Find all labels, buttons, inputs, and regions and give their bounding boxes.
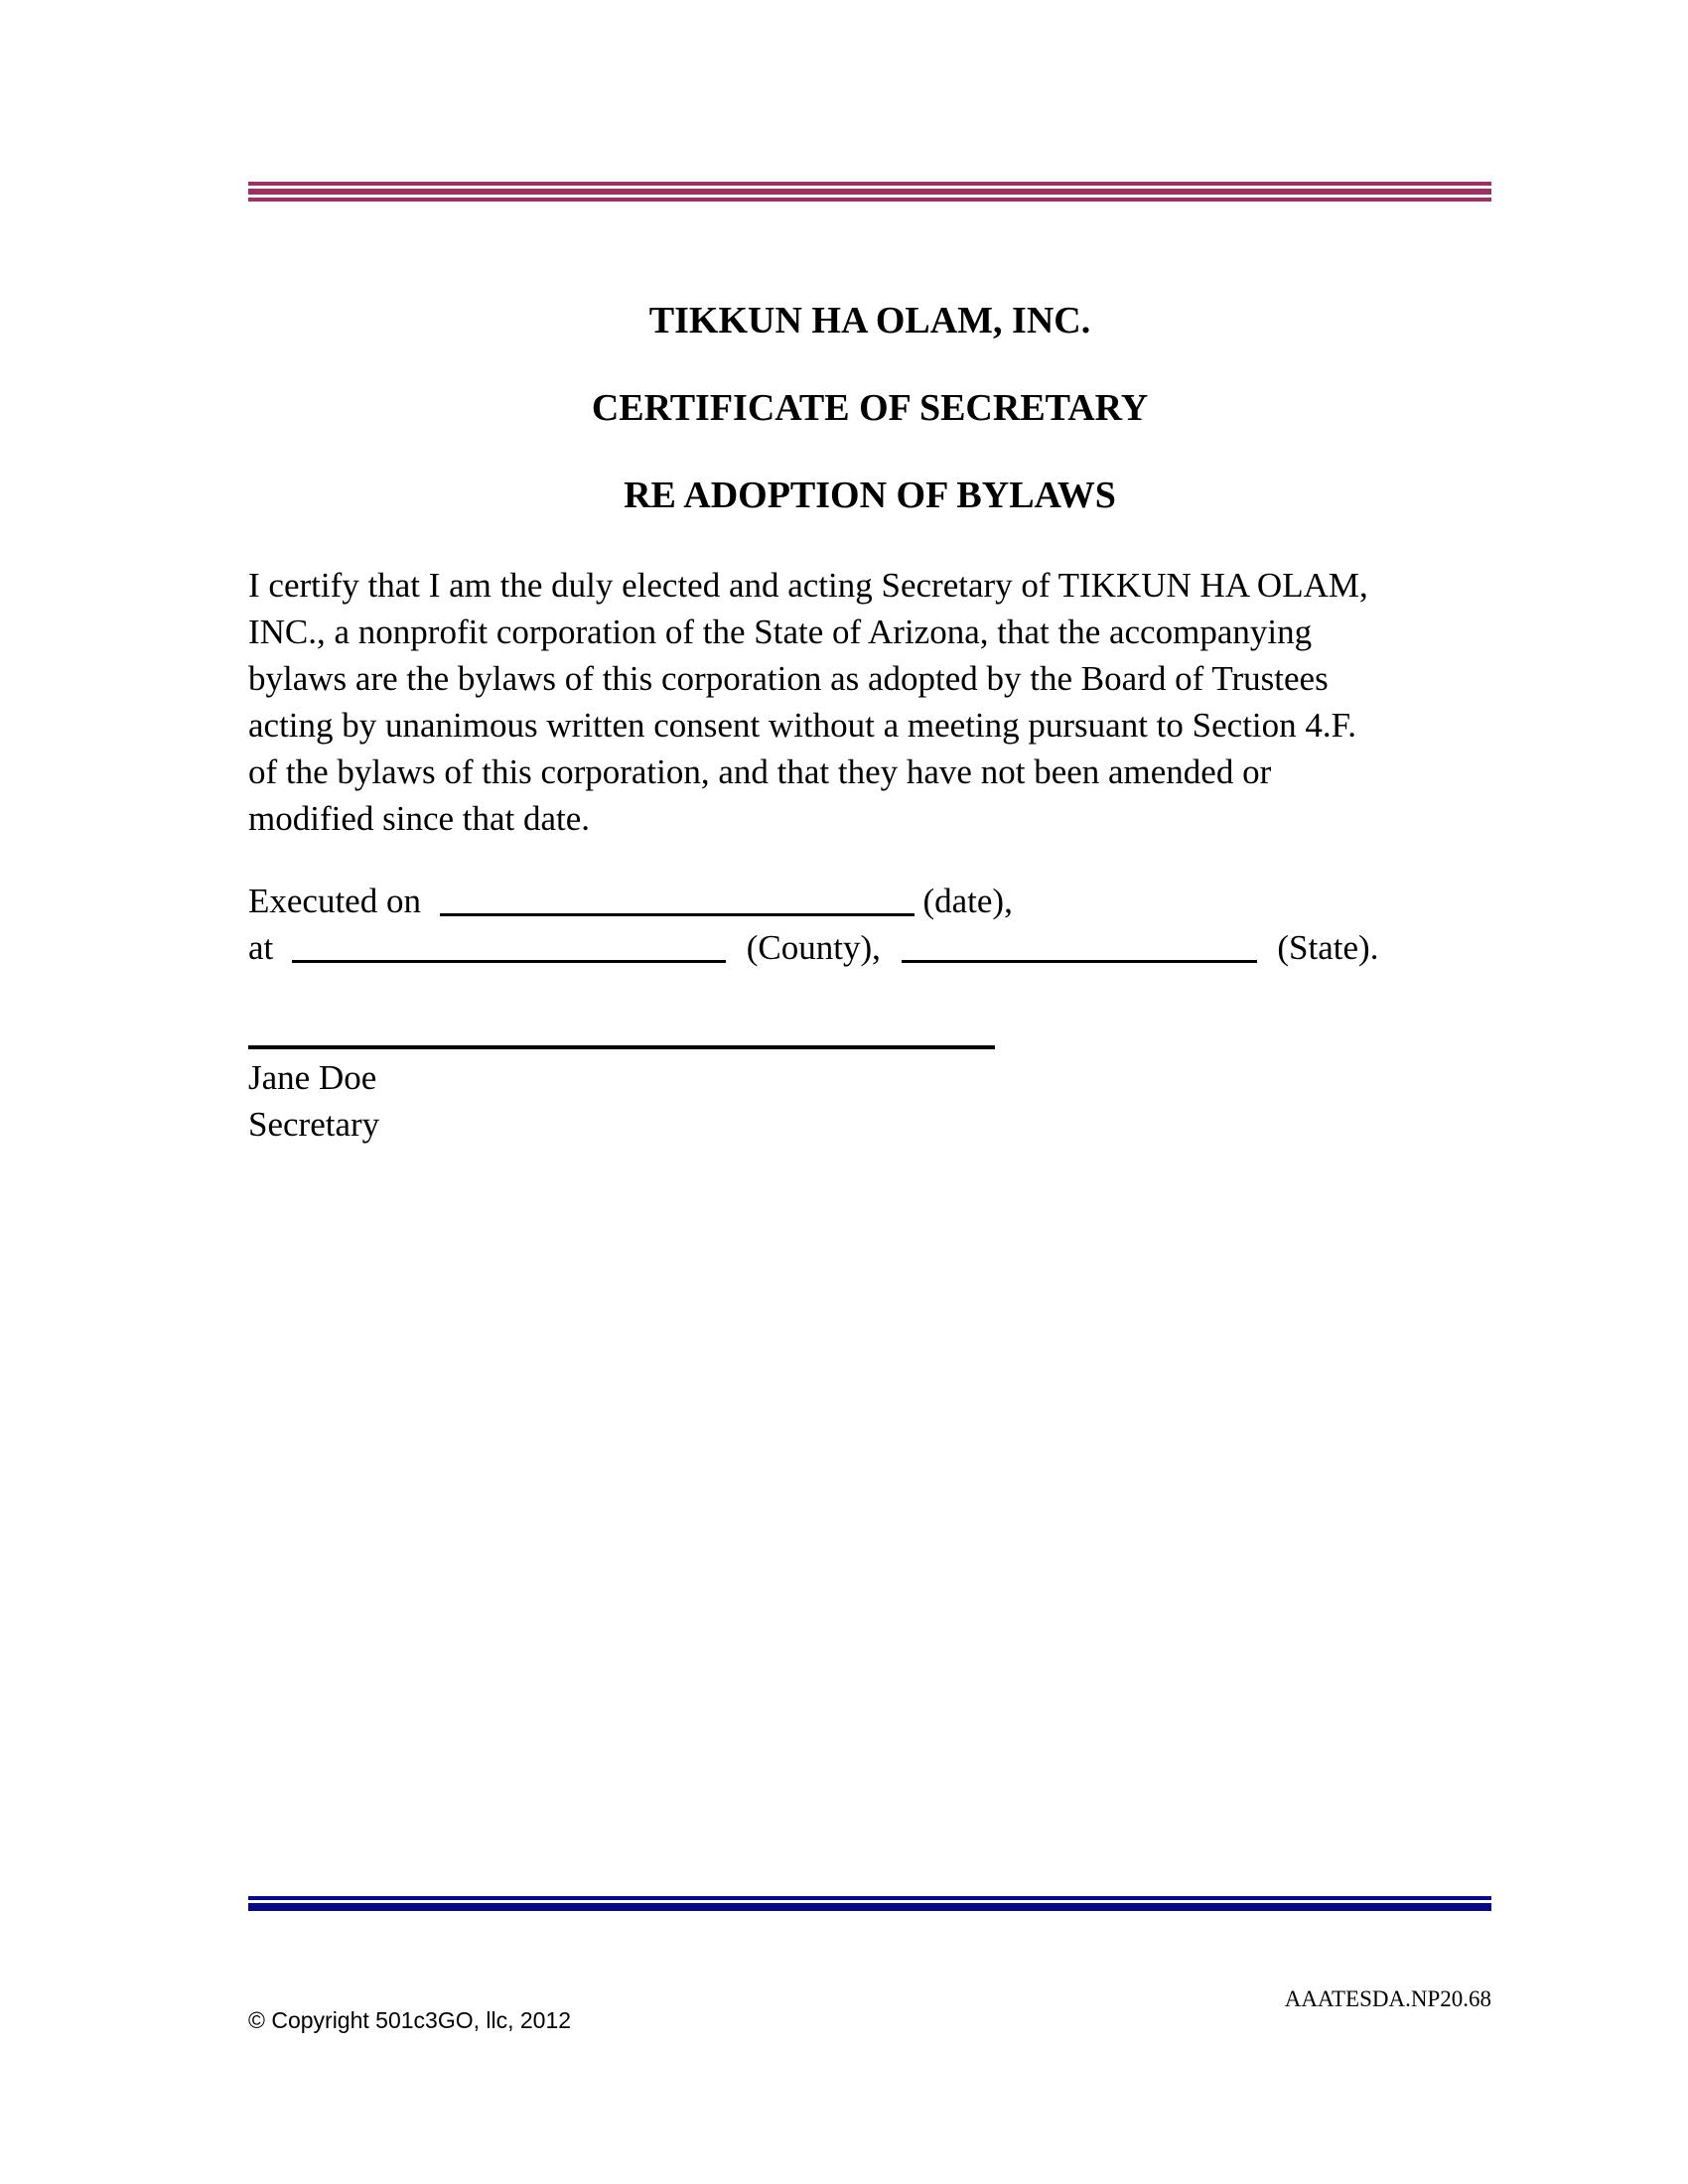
top-border-line-3	[248, 198, 1491, 202]
signature-line-field[interactable]	[248, 1045, 995, 1049]
copyright-notice: © Copyright 501c3GO, llc, 2012	[248, 2007, 572, 2033]
execution-block	[248, 878, 1539, 971]
top-border	[248, 182, 1491, 202]
paragraph-line: of the bylaws of this corporation, and that they have not been amended or	[248, 752, 1272, 791]
certification-paragraph	[248, 562, 1539, 842]
paragraph-line: I certify that I am the duly elected and acting Secretary of TIKKUN HA OLAM,	[248, 566, 1368, 605]
county-suffix-label: (County),	[746, 928, 881, 967]
paragraph-line: bylaws are the bylaws of this corporation as adopted by the Board of Trustees	[248, 659, 1329, 698]
bottom-border-line-2	[248, 1903, 1491, 1911]
bottom-border	[248, 1896, 1491, 1911]
company-name-heading: TIKKUN HA OLAM, INC.	[648, 300, 1091, 341]
signer-title: Secretary	[248, 1105, 380, 1144]
date-blank-field[interactable]	[440, 883, 914, 917]
execution-date-line	[248, 878, 1539, 924]
county-blank-field[interactable]	[292, 929, 726, 964]
paragraph-line: acting by unanimous written consent without a meeting pursuant to Section 4.F.	[248, 706, 1357, 745]
executed-on-label: Executed on	[248, 882, 421, 920]
state-blank-field[interactable]	[902, 929, 1257, 964]
state-suffix-label: (State).	[1277, 928, 1379, 967]
at-label: at	[248, 928, 274, 967]
bottom-border-line-1	[248, 1896, 1491, 1900]
paragraph-line: modified since that date.	[248, 799, 591, 838]
paragraph-line: INC., a nonprofit corporation of the State of Arizona, that the accompanying	[248, 613, 1313, 651]
document-code: AAATESDA.NP20.68	[1284, 1986, 1491, 2011]
execution-place-line	[248, 924, 1539, 971]
signature-block	[248, 1054, 379, 1148]
subject-heading: RE ADOPTION OF BYLAWS	[624, 475, 1116, 516]
date-suffix-label: (date),	[922, 882, 1013, 920]
top-border-line-1	[248, 182, 1491, 186]
certificate-title-heading: CERTIFICATE OF SECRETARY	[591, 387, 1149, 429]
top-border-line-2	[248, 189, 1491, 195]
signer-name: Jane Doe	[248, 1058, 377, 1097]
